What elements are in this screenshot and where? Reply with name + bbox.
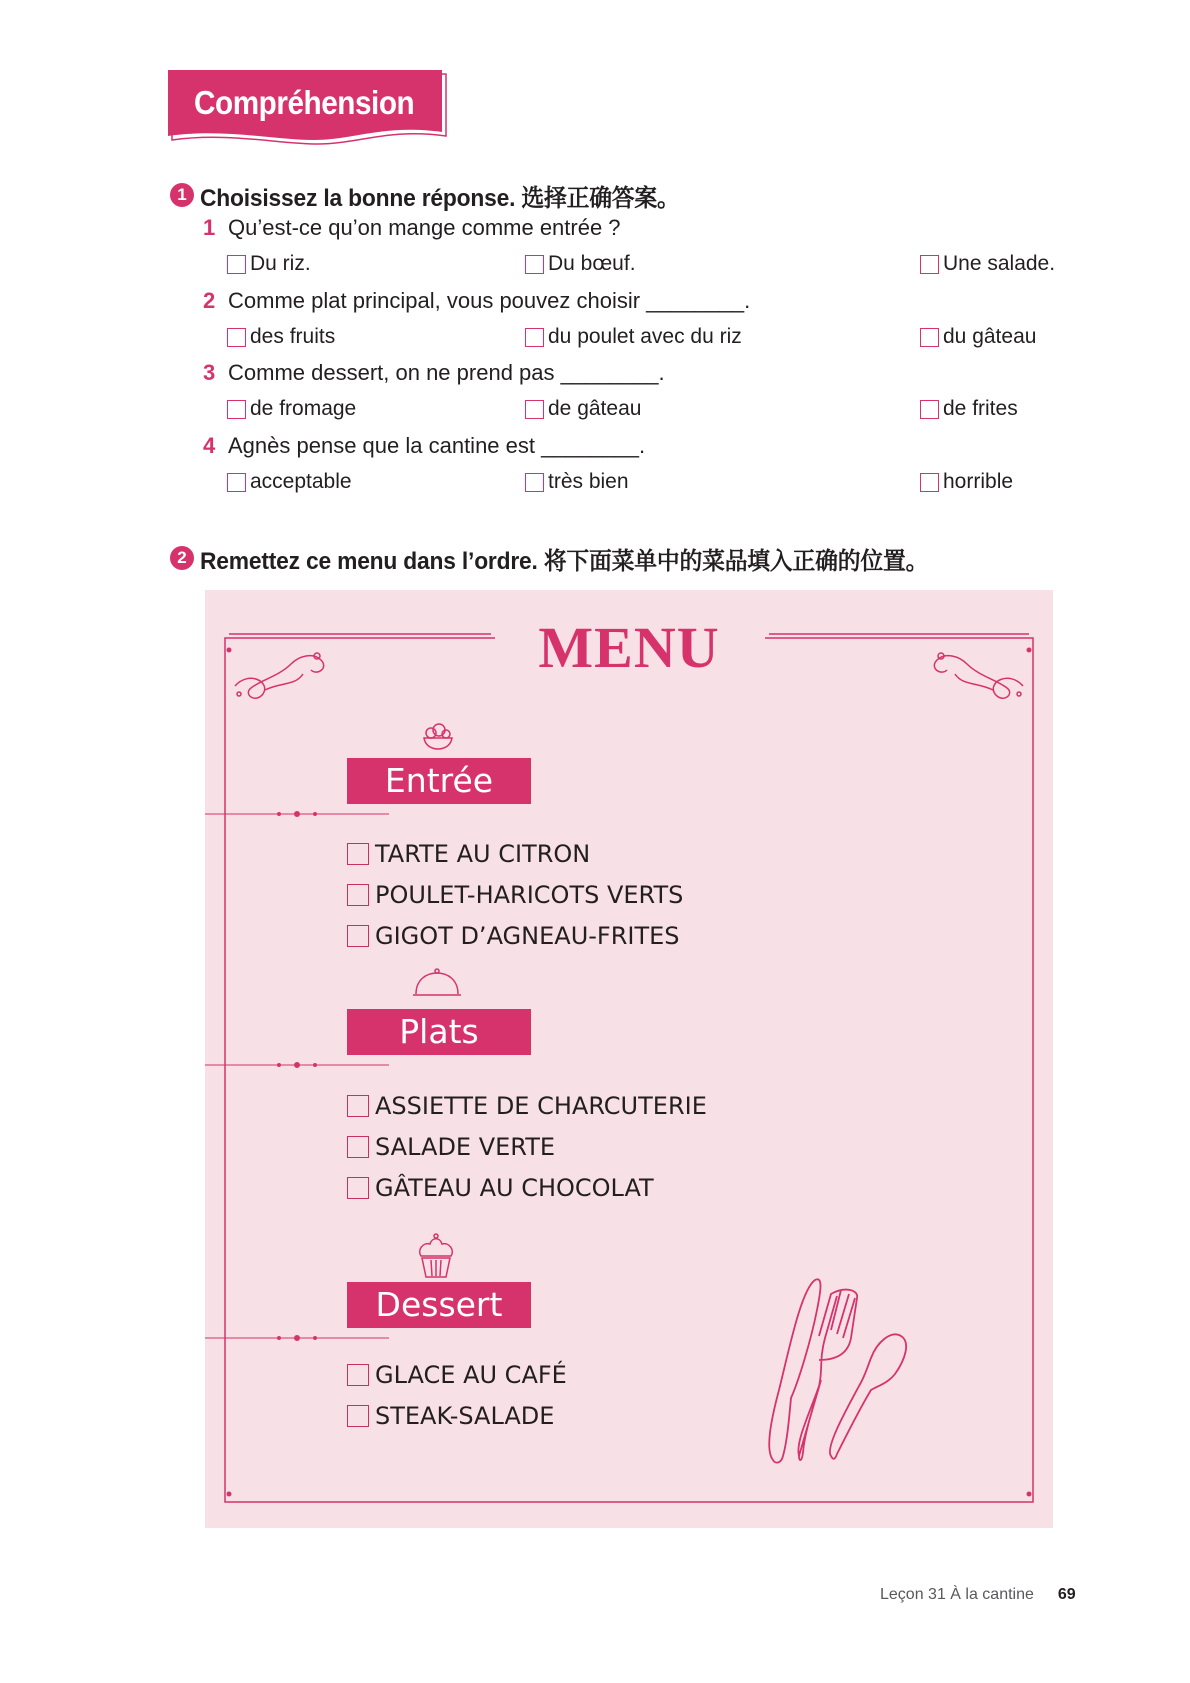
option-label: de gâteau xyxy=(548,397,642,420)
checkbox[interactable] xyxy=(347,925,369,947)
checkbox[interactable] xyxy=(227,473,246,492)
checkbox[interactable] xyxy=(525,328,544,347)
question-text: Comme plat principal, vous pouvez choisir ________. xyxy=(228,288,751,313)
q1-option-c[interactable] xyxy=(920,249,1055,279)
menu-item-label: TARTE AU CITRON xyxy=(375,840,591,868)
option-label: horrible xyxy=(943,470,1014,493)
question-number: 3 xyxy=(203,360,216,385)
question-number: 1 xyxy=(203,215,216,240)
cloche-icon xyxy=(412,968,462,998)
menu-item[interactable] xyxy=(347,1358,567,1392)
question-4 xyxy=(203,431,645,461)
menu-item-label: GÂTEAU AU CHOCOLAT xyxy=(375,1174,654,1202)
checkbox[interactable] xyxy=(920,328,939,347)
q1-option-a[interactable] xyxy=(227,249,311,279)
banner-title: Compréhension xyxy=(194,84,415,121)
checkbox[interactable] xyxy=(227,400,246,419)
menu-item[interactable] xyxy=(347,1130,555,1164)
option-label: du gâteau xyxy=(943,325,1037,348)
menu-item-label: GIGOT D’AGNEAU-FRITES xyxy=(375,922,680,950)
checkbox[interactable] xyxy=(347,1177,369,1199)
salad-bowl-icon xyxy=(421,722,455,750)
checkbox[interactable] xyxy=(347,884,369,906)
section2-number: 2 xyxy=(170,546,194,570)
option-label: acceptable xyxy=(250,470,352,493)
menu-item-label: ASSIETTE DE CHARCUTERIE xyxy=(375,1092,707,1120)
option-label: du poulet avec du riz xyxy=(548,325,742,348)
checkbox[interactable] xyxy=(920,255,939,274)
checkbox[interactable] xyxy=(347,1364,369,1386)
question-text: Agnès pense que la cantine est ________. xyxy=(228,433,646,458)
option-label: de frites xyxy=(943,397,1018,420)
menu-card xyxy=(205,590,1053,1528)
checkbox[interactable] xyxy=(227,255,246,274)
checkbox[interactable] xyxy=(347,1405,369,1427)
q4-option-b[interactable] xyxy=(525,467,629,497)
menu-title: MENU xyxy=(538,615,720,680)
page-number: 69 xyxy=(1057,1586,1076,1603)
menu-item-label: SALADE VERTE xyxy=(375,1133,556,1161)
menu-item[interactable] xyxy=(347,1171,654,1205)
menu-item-label: GLACE AU CAFÉ xyxy=(375,1361,567,1389)
divider-ornament xyxy=(205,807,389,821)
section1-number: 1 xyxy=(170,183,194,207)
checkbox[interactable] xyxy=(525,255,544,274)
page-footer xyxy=(880,1586,1076,1604)
cupcake-icon xyxy=(415,1232,457,1280)
section2-heading-text: Remettez ce menu dans l’ordre. 将下面菜单中的菜品填入正确的位置。 xyxy=(200,547,929,575)
q2-option-b[interactable] xyxy=(525,322,742,352)
option-label: de fromage xyxy=(250,397,357,420)
checkbox[interactable] xyxy=(347,843,369,865)
checkbox[interactable] xyxy=(227,328,246,347)
category-label-entree: Entrée xyxy=(347,758,531,804)
question-number: 4 xyxy=(203,433,216,458)
menu-item[interactable] xyxy=(347,919,680,953)
divider-ornament xyxy=(205,1331,389,1345)
q4-option-c[interactable] xyxy=(920,467,1013,497)
divider-ornament xyxy=(205,1058,389,1072)
q2-option-a[interactable] xyxy=(227,322,335,352)
category-label-dessert: Dessert xyxy=(347,1282,531,1328)
section2-heading xyxy=(170,541,967,575)
question-text: Comme dessert, on ne prend pas ________. xyxy=(228,360,665,385)
q1-option-b[interactable] xyxy=(525,249,636,279)
cutlery-illustration xyxy=(769,1279,906,1462)
checkbox[interactable] xyxy=(920,400,939,419)
option-label: des fruits xyxy=(250,325,336,348)
option-label: Du bœuf. xyxy=(548,252,636,275)
question-3 xyxy=(203,358,665,388)
section-banner xyxy=(168,70,454,162)
checkbox[interactable] xyxy=(347,1095,369,1117)
checkbox[interactable] xyxy=(525,400,544,419)
question-number: 2 xyxy=(203,288,216,313)
option-label: Du riz. xyxy=(250,252,311,275)
question-1 xyxy=(203,213,621,243)
checkbox[interactable] xyxy=(920,473,939,492)
question-2 xyxy=(203,286,750,316)
menu-item[interactable] xyxy=(347,1399,554,1433)
option-label: très bien xyxy=(548,470,629,493)
question-text: Qu’est-ce qu’on mange comme entrée ? xyxy=(228,215,621,240)
q3-option-b[interactable] xyxy=(525,394,641,424)
q4-option-a[interactable] xyxy=(227,467,352,497)
checkbox[interactable] xyxy=(347,1136,369,1158)
menu-item-label: POULET-HARICOTS VERTS xyxy=(375,881,684,909)
menu-item[interactable] xyxy=(347,837,590,871)
section1-heading-text: Choisissez la bonne réponse. 选择正确答案。 xyxy=(200,184,680,212)
option-label: Une salade. xyxy=(943,252,1056,275)
category-label-plats: Plats xyxy=(347,1009,531,1055)
menu-item[interactable] xyxy=(347,878,683,912)
q2-option-c[interactable] xyxy=(920,322,1036,352)
section1-heading xyxy=(170,178,705,212)
menu-item[interactable] xyxy=(347,1089,707,1123)
q3-option-a[interactable] xyxy=(227,394,356,424)
checkbox[interactable] xyxy=(525,473,544,492)
menu-item-label: STEAK-SALADE xyxy=(375,1402,555,1430)
lesson-title: Leçon 31 À la cantine xyxy=(880,1586,1034,1603)
q3-option-c[interactable] xyxy=(920,394,1018,424)
